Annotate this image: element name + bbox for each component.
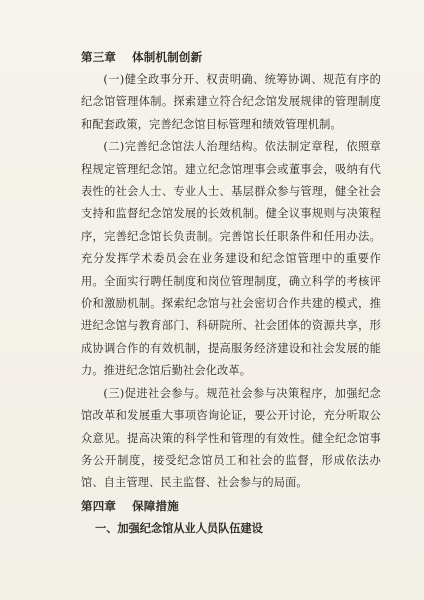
chapter-4-number: 第四章 xyxy=(81,498,117,513)
document-body xyxy=(81,46,381,540)
chapter-3-title: 体制机制创新 xyxy=(132,50,203,64)
chapter-4-heading xyxy=(81,495,381,518)
section-1-heading: 一、加强纪念馆从业人员队伍建设 xyxy=(95,521,263,535)
chapter-3-heading xyxy=(81,46,381,69)
paragraph-1: (一)健全政事分开、权责明确、统筹协调、规范有序的纪念馆管理体制。探索建立符合纪念馆发展规律的管理制度和配套政策，完善纪念馆目标管理和绩效管理机制。 xyxy=(81,73,381,131)
paragraph-3: (三)促进社会参与。规范社会参与决策程序，加强纪念馆改革和发展重大事项咨询论证，要公开讨论，充分听取公众意见。提高决策的科学性和管理的有效性。健全纪念馆事务公开制度，接受纪念馆员工和社会的监督，形成依法办馆、自主管理、民主监督、社会参与的局面。 xyxy=(81,386,381,490)
chapter-3-number: 第三章 xyxy=(81,50,117,64)
chapter-4-title: 保障措施 xyxy=(132,498,179,513)
paragraph-2: (二)完善纪念馆法人治理结构。依法制定章程，依照章程规定管理纪念馆。建立纪念馆理事会或董事会，吸纳有代表性的社会人士、专业人士、基层群众参与管理，健全社会支持和监督纪念馆发展的长效机制。健全议事规则与决策程序，完善纪念馆长负责制。完善馆长任职条件和任用办法。充分发挥学术委员会在业务建设和纪念馆管理中的重要作用。全面实行聘任制度和岗位管理制度，确立科学的考核评价和激励机制。探索纪念馆与社会密切合作共建的模式，推进纪念馆与教育部门、科研院所、社会团体的资源共享，形成协调合作的有效机制，提高服务经济建设和社会发展的能力。推进纪念馆后勤社会化改革。 xyxy=(81,140,381,378)
